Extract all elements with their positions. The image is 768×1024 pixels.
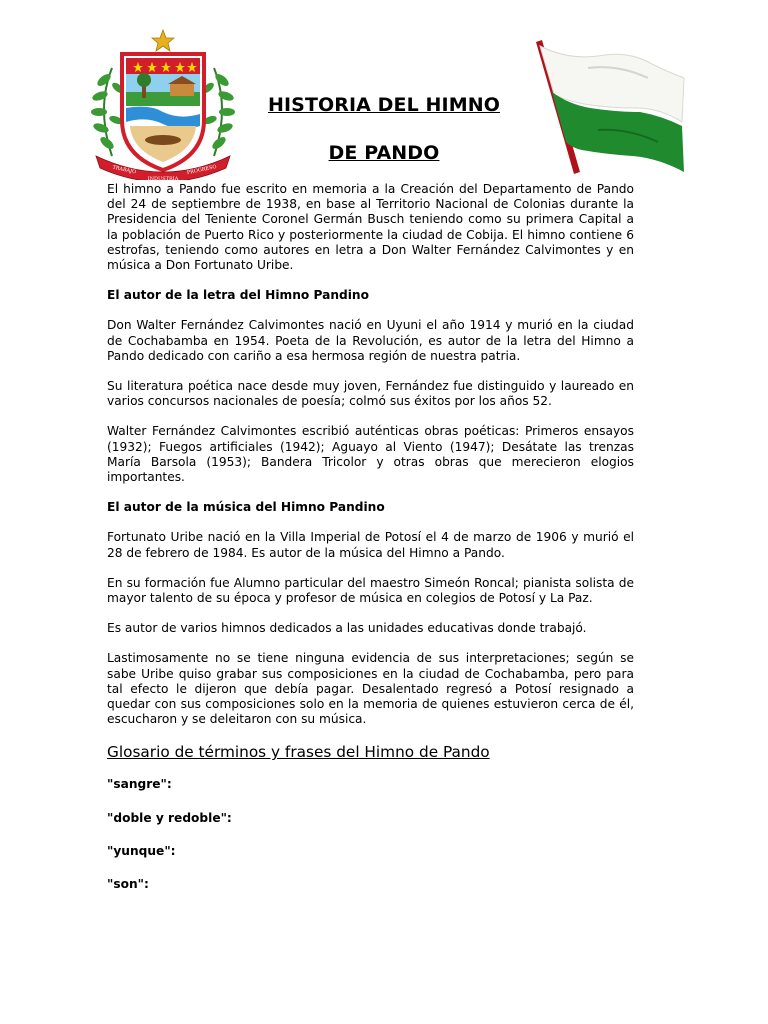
letra-paragraph-1: Don Walter Fernández Calvimontes nació en Uyuni el año 1914 y murió en la ciudad de Cochabamba en 1954. Poeta de la Revolución, es autor de la letra del Himno a Pando dedicado con cariño a esa hermosa región de nuestra patria. [107, 318, 634, 363]
page-title-line-1: HISTORIA DEL HIMNO [268, 94, 500, 116]
letra-paragraph-2: Su literatura poética nace desde muy joven, Fernández fue distinguido y laureado en varios concursos nacionales de poesía; colmó sus éxitos por los años 52. [107, 379, 634, 409]
glossary-term: "doble y redoble": [107, 810, 232, 825]
pando-coat-of-arms-icon [90, 28, 236, 180]
intro-paragraph: El himno a Pando fue escrito en memoria a la Creación del Departamento de Pando del 24 de septiembre de 1938, en base al Territorio Nacional de Colonias durante la Presidencia del Teniente Coronel Germán Busch teniendo como su primera Capital a la población de Puerto Rico y posteriormente la ciudad de Cobija. El himno contiene 6 estrofas, teniendo como autores en letra a Don Walter Fernández Calvimontes y en música a Don Fortunato Uribe. [107, 182, 634, 273]
section-heading-musica: El autor de la música del Himno Pandino [107, 500, 385, 515]
page-title-line-2: DE PANDO [328, 142, 440, 164]
musica-paragraph-2: En su formación fue Alumno particular del maestro Simeón Roncal; pianista solista de mayor talento de su época y profesor de música en colegios de Potosí y La Paz. [107, 575, 634, 606]
musica-paragraph-1: Fortunato Uribe nació en la Villa Imperial de Potosí el 4 de marzo de 1906 y murió el 28 de febrero de 1984. Es autor de la música del Himno a Pando. [107, 530, 634, 560]
svg-text:INDUSTRIA: INDUSTRIA [147, 176, 179, 180]
glossary-heading: Glosario de términos y frases del Himno de Pando [107, 743, 490, 762]
musica-paragraph-3: Es autor de varios himnos dedicados a las unidades educativas donde trabajó. [107, 621, 587, 636]
glossary-term: "yunque": [107, 843, 176, 858]
document-body [107, 182, 634, 910]
glossary-term: "sangre": [107, 777, 172, 792]
musica-paragraph-4: Lastimosamente no se tiene ninguna evidencia de sus interpretaciones; según se sabe Uribe quiso grabar sus composiciones en la ciudad de Cochabamba, pero para tal efecto le dijeron que debía pagar. Desalentado regresó a Potosí resignado a quedar con sus composiciones solo en la memoria de quienes estuvieron cerca de él, escucharon y se deleitaron con su música. [107, 651, 634, 727]
pando-flag-icon [528, 38, 688, 176]
section-heading-letra: El autor de la letra del Himno Pandino [107, 288, 369, 303]
letra-paragraph-3: Walter Fernández Calvimontes escribió auténticas obras poéticas: Primeros ensayos (1932); Fuegos artificiales (1942); Aguayo al Viento (1947); Desátate las trenzas María Barsola (1953); Bandera Tricolor y otras obras que merecieron elogios importantes. [107, 424, 634, 485]
svg-text:TRABAJO: TRABAJO [111, 164, 137, 176]
glossary-term: "son": [107, 877, 149, 892]
svg-text:PROGRESO: PROGRESO [186, 163, 218, 177]
